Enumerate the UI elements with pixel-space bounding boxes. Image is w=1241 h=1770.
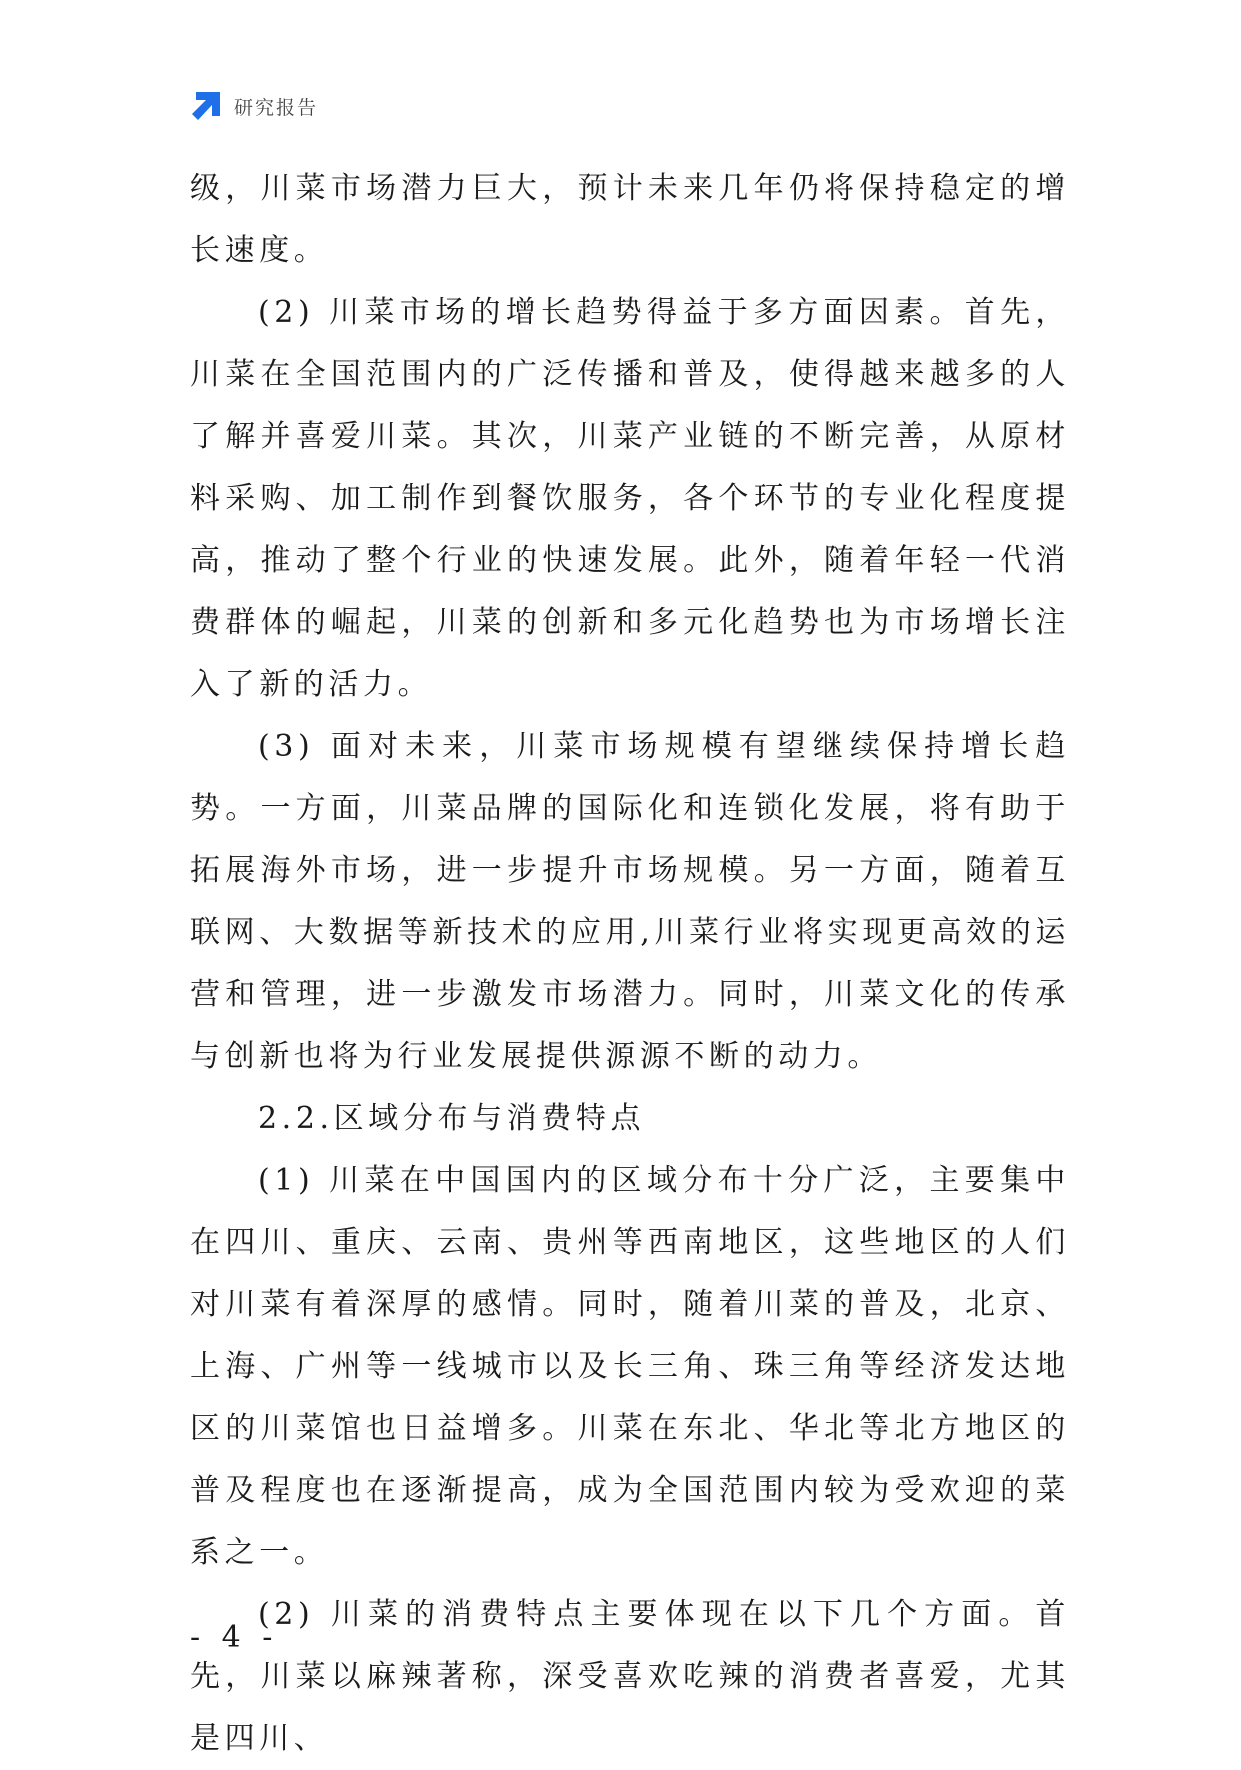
arrow-up-right-icon — [190, 90, 222, 122]
document-body — [190, 158, 1070, 1770]
paragraph: (2) 川菜市场的增长趋势得益于多方面因素。首先，川菜在全国范围内的广泛传播和普及，使得越来越多的人了解并喜爱川菜。其次，川菜产业链的不断完善，从原材料采购、加工制作到餐饮服务，各个环节的专业化程度提高，推动了整个行业的快速发展。此外，随着年轻一代消费群体的崛起，川菜的创新和多元化趋势也为市场增长注入了新的活力。 — [190, 295, 1070, 702]
header-title: 研究报告 — [234, 96, 319, 119]
paragraph: 级，川菜市场潜力巨大，预计未来几年仍将保持稳定的增长速度。 — [190, 171, 1070, 268]
report-header — [190, 88, 318, 124]
section-heading: 2.2.区域分布与消费特点 — [258, 1101, 646, 1136]
paragraph: (2) 川菜的消费特点主要体现在以下几个方面。首先，川菜以麻辣著称，深受喜欢吃辣的消费者喜爱，尤其是四川、 — [190, 1597, 1070, 1756]
paragraph: (3) 面对未来，川菜市场规模有望继续保持增长趋势。一方面，川菜品牌的国际化和连锁化发展，将有助于拓展海外市场，进一步提升市场规模。另一方面，随着互联网、大数据等新技术的应用,川菜行业将实现更高效的运营和管理，进一步激发市场潜力。同时，川菜文化的传承与创新也将为行业发展提供源源不断的动力。 — [190, 729, 1070, 1074]
paragraph: (1) 川菜在中国国内的区域分布十分广泛，主要集中在四川、重庆、云南、贵州等西南地区，这些地区的人们对川菜有着深厚的感情。同时，随着川菜的普及，北京、上海、广州等一线城市以及长三角、珠三角等经济发达地区的川菜馆也日益增多。川菜在东北、华北等北方地区的普及程度也在逐渐提高，成为全国范围内较为受欢迎的菜系之一。 — [190, 1163, 1070, 1570]
page-number: - 4 - — [190, 1620, 279, 1655]
